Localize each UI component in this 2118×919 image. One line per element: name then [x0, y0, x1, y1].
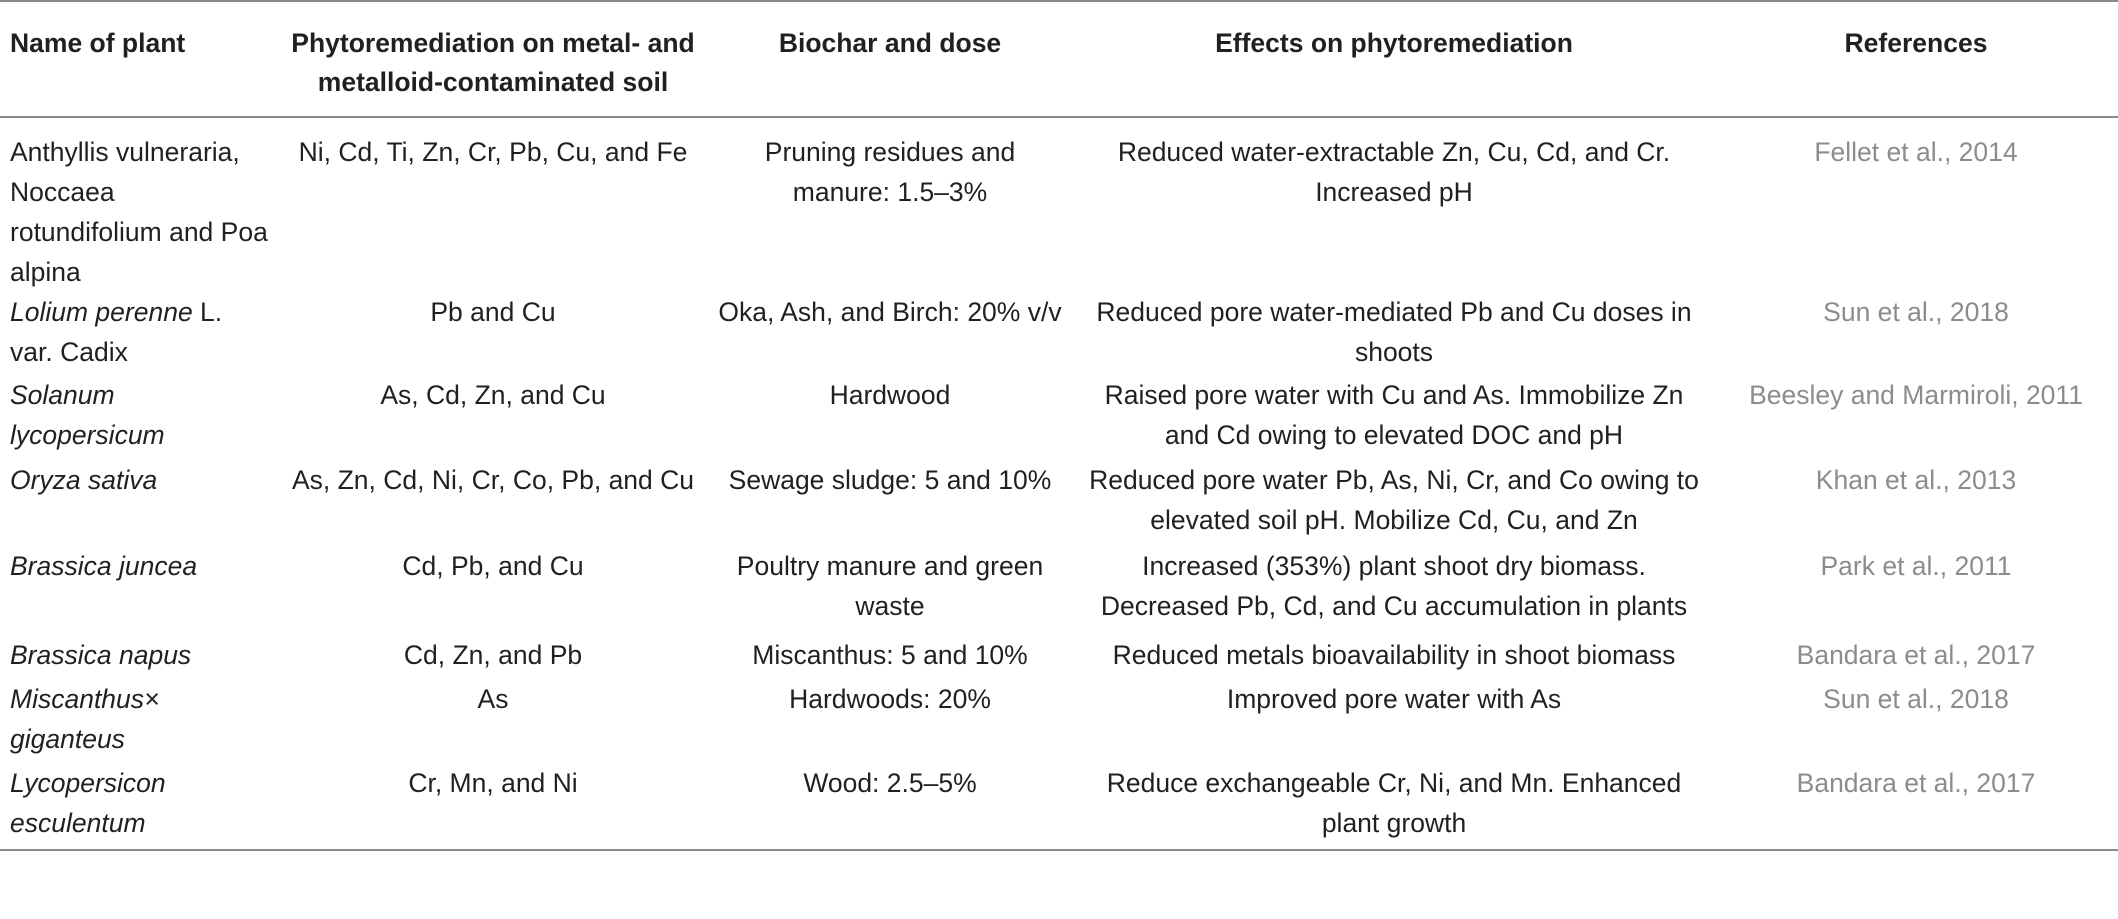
cell-biochar: Oka, Ash, and Birch: 20% v/v	[718, 297, 1062, 327]
cell-phytoremediation: Ni, Cd, Ti, Zn, Cr, Pb, Cu, and Fe	[298, 137, 688, 167]
cell-plant	[0, 763, 280, 850]
table-row	[0, 763, 2118, 850]
table-row	[0, 460, 2118, 546]
cell-effects: Reduced metals bioavailability in shoot biomass	[1112, 640, 1676, 670]
cell-reference: Sun et al., 2018	[1823, 684, 2009, 714]
header-biochar: Biochar and dose	[706, 1, 1074, 117]
plant-rest: L. var. Cadix	[10, 297, 223, 367]
cell-plant	[0, 460, 280, 546]
plant-italic: Miscanthus× giganteus	[10, 684, 160, 754]
header-references: References	[1714, 1, 2118, 117]
plant-italic: Solanum lycopersicum	[10, 380, 165, 450]
header-row	[0, 1, 2118, 117]
cell-effects: Raised pore water with Cu and As. Immobilize Zn and Cd owing to elevated DOC and pH	[1104, 380, 1684, 450]
cell-phytoremediation: Cr, Mn, and Ni	[280, 763, 706, 850]
table-row	[0, 117, 2118, 292]
header-phytoremediation: Phytoremediation on metal- and metalloid-contaminated soil	[280, 1, 706, 117]
cell-phytoremediation: As	[477, 684, 509, 714]
cell-plant	[0, 635, 280, 679]
cell-biochar: Miscanthus: 5 and 10%	[752, 640, 1028, 670]
cell-reference: Khan et al., 2013	[1815, 465, 2017, 495]
cell-reference: Sun et al., 2018	[1823, 297, 2009, 327]
cell-plant	[0, 375, 280, 460]
table-row	[0, 635, 2118, 679]
plant-italic: Lolium perenne	[10, 297, 193, 327]
table-row	[0, 375, 2118, 460]
cell-effects: Improved pore water with As	[1226, 684, 1562, 714]
cell-reference: Fellet et al., 2014	[1814, 137, 2018, 167]
cell-biochar: Poultry manure and green waste	[736, 551, 1044, 621]
cell-phytoremediation: Cd, Zn, and Pb	[403, 640, 583, 670]
cell-biochar: Hardwood	[829, 380, 951, 410]
plant-italic: Oryza sativa	[10, 465, 158, 495]
table-body	[0, 117, 2118, 850]
cell-phytoremediation: As, Zn, Cd, Ni, Cr, Co, Pb, and Cu	[291, 465, 695, 495]
plant-italic: Lycopersicon esculentum	[10, 768, 166, 838]
cell-effects: Reduced pore water-mediated Pb and Cu doses in shoots	[1096, 297, 1692, 367]
plant-rest: Anthyllis vulneraria, Noccaea rotundifolium and Poa alpina	[10, 137, 268, 287]
cell-effects: Reduced water-extractable Zn, Cu, Cd, and Cr. Increased pH	[1117, 137, 1671, 207]
table-header	[0, 1, 2118, 117]
cell-plant	[0, 679, 280, 763]
table-row	[0, 292, 2118, 375]
cell-phytoremediation: Pb and Cu	[430, 297, 556, 327]
cell-reference: Beesley and Marmiroli, 2011	[1749, 380, 2083, 410]
cell-biochar: Wood: 2.5–5%	[706, 763, 1074, 850]
cell-plant	[0, 117, 280, 292]
plant-italic: Brassica juncea	[10, 551, 198, 581]
cell-phytoremediation: Cd, Pb, and Cu	[402, 551, 584, 581]
plant-italic: Brassica napus	[10, 640, 192, 670]
cell-reference: Bandara et al., 2017	[1714, 763, 2118, 850]
cell-effects: Reduce exchangeable Cr, Ni, and Mn. Enhanced plant growth	[1074, 763, 1714, 850]
header-effects: Effects on phytoremediation	[1074, 1, 1714, 117]
cell-biochar: Hardwoods: 20%	[789, 684, 991, 714]
cell-reference: Park et al., 2011	[1820, 551, 2012, 581]
cell-plant	[0, 292, 280, 375]
cell-effects: Increased (353%) plant shoot dry biomass. Decreased Pb, Cd, and Cu accumulation in plants	[1100, 551, 1688, 621]
cell-effects: Reduced pore water Pb, As, Ni, Cr, and Co owing to elevated soil pH. Mobilize Cd, Cu, and Zn	[1089, 465, 1699, 535]
cell-phytoremediation: As, Cd, Zn, and Cu	[380, 380, 606, 410]
cell-biochar: Pruning residues and manure: 1.5–3%	[764, 137, 1016, 207]
table-row	[0, 679, 2118, 763]
cell-reference: Bandara et al., 2017	[1796, 640, 2036, 670]
cell-biochar: Sewage sludge: 5 and 10%	[728, 465, 1052, 495]
table-row	[0, 546, 2118, 635]
header-plant: Name of plant	[0, 1, 280, 117]
cell-plant	[0, 546, 280, 635]
